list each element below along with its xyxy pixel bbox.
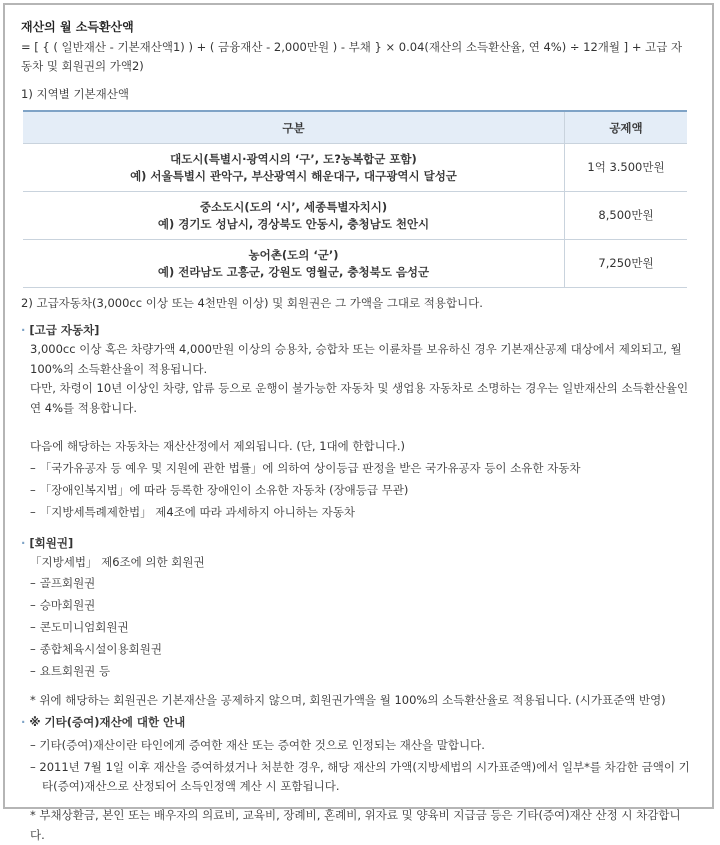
bullet-dot-icon: · xyxy=(21,323,26,337)
list-item-text: 종합체육시설이용회원권 xyxy=(39,642,162,656)
other-assets-footnote: * 부채상환금, 본인 또는 배우자의 의료비, 교육비, 장례비, 혼례비, 위자료 및 양육비 지급금 등은 기타(증여)재산 산정 시 차감합니다. xyxy=(30,807,681,842)
luxury-note: 2) 고급자동차(3,000cc 이상 또는 4천만원 이상) 및 회원권은 그 가액을 그대로 적용합니다. xyxy=(21,296,483,310)
table-cell-region xyxy=(23,240,565,288)
table-cell-region xyxy=(23,144,565,192)
dash-icon: – xyxy=(30,664,36,678)
bullet-dot-icon: · xyxy=(21,715,26,729)
region-name: 중소도시(도의 ‘시’, 세종특별자치시) xyxy=(199,199,388,214)
list-item xyxy=(21,457,691,479)
region-name: 농어촌(도의 ‘군’) xyxy=(248,247,339,262)
document-content xyxy=(21,17,691,845)
list-item-text: 골프회원권 xyxy=(39,576,96,590)
luxury-car-section xyxy=(21,320,691,523)
luxury-car-heading-text: [고급 자동차] xyxy=(29,323,100,337)
list-item-text: 「국가유공자 등 예우 및 지원에 관한 법률」에 의하여 상이등급 판정을 받은 국가유공자 등이 소유한 자동차 xyxy=(39,460,581,475)
table-header-amount: 공제액 xyxy=(565,111,688,144)
region-example: 예) 전라남도 고흥군, 강원도 영월군, 충청북도 음성군 xyxy=(157,264,430,279)
table-cell-amount: 8,500만원 xyxy=(565,192,688,240)
spacer xyxy=(21,797,691,805)
other-assets-heading xyxy=(21,712,691,732)
list-item-text: 「지방세특례제한법」 제4조에 따라 과세하지 아니하는 자동차 xyxy=(39,504,355,519)
table-row xyxy=(23,240,687,288)
table-cell-amount: 7,250만원 xyxy=(565,240,688,288)
list-item-text: 요트회원권 등 xyxy=(39,664,111,678)
other-assets-heading-text: ※ 기타(증여)재산에 대한 안내 xyxy=(29,715,186,729)
dash-icon: – xyxy=(30,576,36,590)
list-item xyxy=(21,501,691,523)
luxury-car-heading xyxy=(21,320,691,340)
dash-icon: – xyxy=(30,620,36,634)
membership-intro: 「지방세법」 제6조에 의한 회원권 xyxy=(30,554,205,569)
dash-icon: – xyxy=(30,642,36,656)
list-item-text: 콘도미니엄회원권 xyxy=(39,620,129,634)
list-item xyxy=(21,660,691,682)
other-assets-section xyxy=(21,712,691,845)
table-header-row xyxy=(23,111,687,144)
dash-icon: – xyxy=(30,460,36,475)
table-row xyxy=(23,144,687,192)
list-item xyxy=(21,572,691,594)
luxury-car-paragraph: 3,000cc 이상 혹은 차량가액 4,000만원 이상의 승용차, 승합차 또는 이륜차를 보유하신 경우 기본재산공제 대상에서 제외되고, 월 100%의 소득환산율이 적용됩니다. xyxy=(30,342,682,376)
region-example: 예) 경기도 성남시, 경상북도 안동시, 충청남도 천안시 xyxy=(157,216,430,231)
list-item xyxy=(21,479,691,501)
income-formula: = [ { ( 일반재산 - 기본재산액1) ) + ( 금융재산 - 2,000만원 ) - 부채 } × 0.04(재산의 소득환산율, 연 4%) ÷ 12개월 ] + 고급 자동차 및 회원권의 가액2) xyxy=(21,40,683,73)
list-item xyxy=(21,736,691,756)
table-cell-region xyxy=(23,192,565,240)
list-item-text: 승마회원권 xyxy=(39,598,96,612)
spacer xyxy=(21,682,691,690)
region-name: 대도시(특별시·광역시의 ‘구’, 도?농복합군 포함) xyxy=(170,151,417,166)
list-item-text: 기타(증여)재산이란 타인에게 증여한 재산 또는 증여한 것으로 인정되는 재산을 말합니다. xyxy=(39,738,485,752)
table-cell-amount: 1억 3.500만원 xyxy=(565,144,688,192)
membership-footnote: * 위에 해당하는 회원권은 기본재산을 공제하지 않으며, 회원권가액을 월 100%의 소득환산율로 적용됩니다. (시가표준액 반영) xyxy=(30,693,666,707)
dash-icon: – xyxy=(30,504,36,519)
exclusion-intro: 다음에 해당하는 자동차는 재산산정에서 제외됩니다. (단, 1대에 한합니다.) xyxy=(30,439,406,453)
document-frame xyxy=(3,3,714,842)
membership-section xyxy=(21,533,691,711)
luxury-car-paragraph: 다만, 차령이 10년 이상인 차량, 압류 등으로 운행이 불가능한 자동차 및 생업용 자동차로 소명하는 경우는 일반재산의 소득환산율인 연 4%를 적용합니다. xyxy=(30,381,689,415)
list-item xyxy=(21,638,691,660)
page-title: 재산의 월 소득환산액 xyxy=(21,20,134,34)
membership-heading xyxy=(21,533,691,553)
spacer xyxy=(21,418,691,437)
dash-icon: – xyxy=(30,759,36,774)
list-item xyxy=(21,616,691,638)
list-item xyxy=(21,594,691,616)
table-row xyxy=(23,192,687,240)
table-header-category: 구분 xyxy=(23,111,565,144)
list-item-text: 「장애인복지법」에 따라 등록한 장애인이 소유한 자동차 (장애등급 무관) xyxy=(39,482,409,497)
bullet-dot-icon: · xyxy=(21,535,26,550)
dash-icon: – xyxy=(30,738,36,752)
region-example: 예) 서울특별시 관악구, 부산광역시 해운대구, 대구광역시 달성군 xyxy=(130,168,457,183)
deduction-table xyxy=(23,110,687,288)
dash-icon: – xyxy=(30,598,36,612)
list-item-text: 2011년 7월 1일 이후 재산을 증여하셨거나 처분한 경우, 해당 재산의 가액(지방세법의 시가표준액)에서 일부*를 차감한 금액이 기타(증여)재산으로 산정되어 소득인정액 계산 시 포함됩니다. xyxy=(39,759,690,793)
membership-heading-text: [회원권] xyxy=(29,535,74,550)
list-item xyxy=(21,758,691,797)
dash-icon: – xyxy=(30,482,36,497)
section-heading-basic-property: 1) 지역별 기본재산액 xyxy=(21,87,129,101)
